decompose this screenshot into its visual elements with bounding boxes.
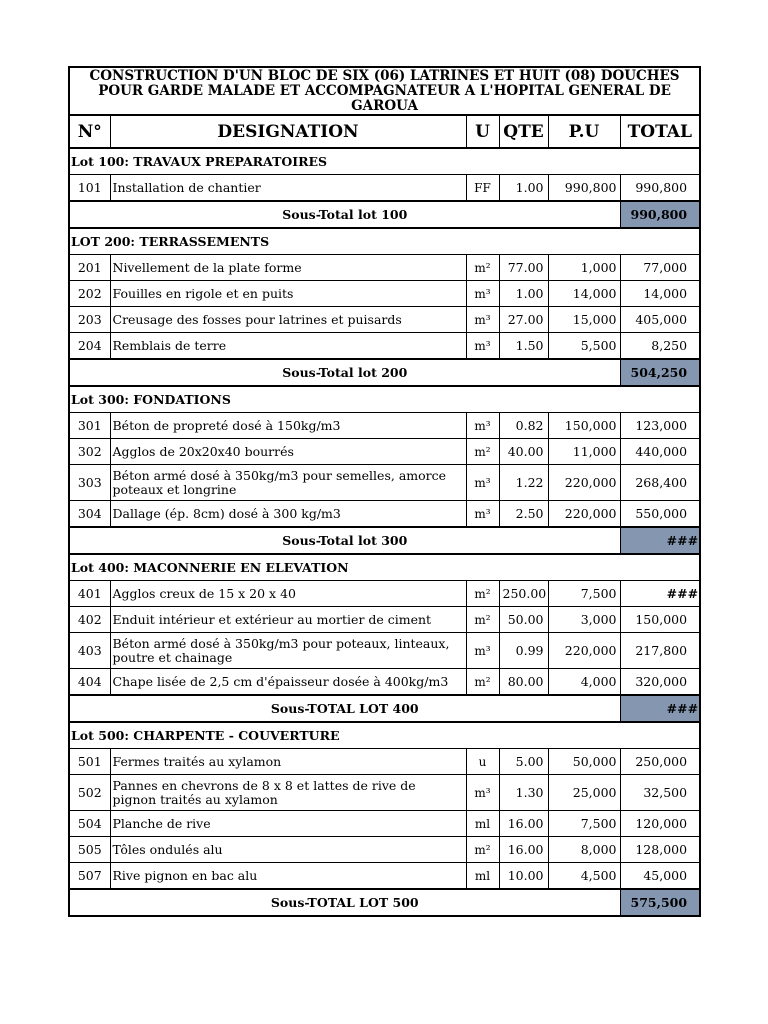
table-row [69,281,700,307]
item-number: 403 [69,633,110,669]
item-unit-price: 7,500 [548,811,620,837]
item-number: 303 [69,465,110,501]
item-unit-price: 3,000 [548,607,620,633]
item-unit-price: 150,000 [548,413,620,439]
item-designation: Nivellement de la plate forme [110,255,466,281]
subtotal-label: Sous-TOTAL LOT 400 [69,695,620,722]
item-unit: ml [466,811,499,837]
title-row [69,67,700,115]
item-designation: Fermes traités au xylamon [110,749,466,775]
item-quantity: 2.50 [499,501,548,528]
item-quantity: 1.00 [499,281,548,307]
item-quantity: 10.00 [499,863,548,890]
item-designation: Béton armé dosé à 350kg/m3 pour poteaux, linteaux, poutre et chainage [110,633,466,669]
lot-header-row [69,722,700,749]
table-row [69,633,700,669]
item-number: 504 [69,811,110,837]
item-designation: Rive pignon en bac alu [110,863,466,890]
item-designation: Béton armé dosé à 350kg/m3 pour semelles, amorce poteaux et longrine [110,465,466,501]
item-quantity: 250.00 [499,581,548,607]
lot-header-row [69,148,700,175]
item-number: 301 [69,413,110,439]
lot-title: Lot 300: FONDATIONS [69,386,700,413]
item-total: 45,000 [620,863,700,890]
item-unit-price: 50,000 [548,749,620,775]
header-unit: U [466,115,499,148]
subtotal-value: 504,250 [620,359,700,386]
item-unit-price: 220,000 [548,501,620,528]
item-number: 501 [69,749,110,775]
item-designation: Chape lisée de 2,5 cm d'épaisseur dosée à 400kg/m3 [110,669,466,696]
item-total: 440,000 [620,439,700,465]
item-designation: Installation de chantier [110,175,466,202]
item-unit: m² [466,581,499,607]
item-quantity: 77.00 [499,255,548,281]
item-number: 302 [69,439,110,465]
item-unit: m² [466,255,499,281]
table-row [69,439,700,465]
item-number: 101 [69,175,110,202]
item-unit: m² [466,837,499,863]
item-total: 150,000 [620,607,700,633]
item-number: 201 [69,255,110,281]
item-unit: m³ [466,307,499,333]
table-row [69,669,700,696]
item-designation: Enduit intérieur et extérieur au mortier de ciment [110,607,466,633]
bill-of-quantities-table [68,66,701,917]
item-quantity: 1.00 [499,175,548,202]
table-row [69,749,700,775]
item-number: 502 [69,775,110,811]
subtotal-row [69,695,700,722]
header-designation: DESIGNATION [110,115,466,148]
header-num: N° [69,115,110,148]
item-unit-price: 990,800 [548,175,620,202]
item-unit: m³ [466,281,499,307]
item-unit: m³ [466,465,499,501]
item-unit: m³ [466,775,499,811]
item-number: 401 [69,581,110,607]
subtotal-label: Sous-TOTAL LOT 500 [69,889,620,916]
lot-title: Lot 500: CHARPENTE - COUVERTURE [69,722,700,749]
item-total: 550,000 [620,501,700,528]
header-pu: P.U [548,115,620,148]
table-row [69,607,700,633]
item-total: 8,250 [620,333,700,360]
document-title: CONSTRUCTION D'UN BLOC DE SIX (06) LATRINES ET HUIT (08) DOUCHES POUR GARDE MALADE ET ACCOMPAGNATEUR A L'HOPITAL GENERAL DE GAROUA [69,67,700,115]
item-quantity: 0.82 [499,413,548,439]
subtotal-value: 575,500 [620,889,700,916]
item-designation: Planche de rive [110,811,466,837]
item-unit-price: 1,000 [548,255,620,281]
item-quantity: 50.00 [499,607,548,633]
item-unit: m² [466,439,499,465]
item-total: 990,800 [620,175,700,202]
item-unit: ml [466,863,499,890]
table-row [69,501,700,528]
item-total: 128,000 [620,837,700,863]
item-unit-price: 4,500 [548,863,620,890]
item-total: 120,000 [620,811,700,837]
item-designation: Tôles ondulés alu [110,837,466,863]
table-row [69,863,700,890]
item-quantity: 40.00 [499,439,548,465]
table-row [69,307,700,333]
header-row [69,115,700,148]
item-unit-price: 7,500 [548,581,620,607]
item-total: ### [620,581,700,607]
table-row [69,255,700,281]
header-total: TOTAL [620,115,700,148]
item-number: 203 [69,307,110,333]
item-quantity: 1.50 [499,333,548,360]
item-unit: m² [466,669,499,696]
item-total: 32,500 [620,775,700,811]
subtotal-row [69,527,700,554]
item-unit-price: 11,000 [548,439,620,465]
item-unit-price: 220,000 [548,633,620,669]
table-row [69,775,700,811]
item-unit-price: 8,000 [548,837,620,863]
item-unit: m³ [466,633,499,669]
subtotal-value: ### [620,527,700,554]
item-quantity: 16.00 [499,811,548,837]
item-total: 217,800 [620,633,700,669]
item-unit: u [466,749,499,775]
subtotal-label: Sous-Total lot 300 [69,527,620,554]
item-designation: Remblais de terre [110,333,466,360]
item-designation: Fouilles en rigole et en puits [110,281,466,307]
lot-title: Lot 100: TRAVAUX PREPARATOIRES [69,148,700,175]
item-unit-price: 5,500 [548,333,620,360]
item-quantity: 1.22 [499,465,548,501]
item-quantity: 80.00 [499,669,548,696]
item-unit: FF [466,175,499,202]
subtotal-label: Sous-Total lot 200 [69,359,620,386]
item-number: 204 [69,333,110,360]
lot-header-row [69,228,700,255]
item-quantity: 5.00 [499,749,548,775]
item-designation: Creusage des fosses pour latrines et puisards [110,307,466,333]
lot-title: LOT 200: TERRASSEMENTS [69,228,700,255]
item-total: 250,000 [620,749,700,775]
item-unit-price: 4,000 [548,669,620,696]
item-number: 507 [69,863,110,890]
table-row [69,413,700,439]
item-number: 404 [69,669,110,696]
table-row [69,465,700,501]
header-qte: QTE [499,115,548,148]
item-unit-price: 14,000 [548,281,620,307]
item-number: 304 [69,501,110,528]
subtotal-value: ### [620,695,700,722]
item-total: 320,000 [620,669,700,696]
item-total: 77,000 [620,255,700,281]
item-total: 14,000 [620,281,700,307]
item-number: 402 [69,607,110,633]
item-quantity: 1.30 [499,775,548,811]
item-unit-price: 15,000 [548,307,620,333]
item-quantity: 27.00 [499,307,548,333]
item-designation: Pannes en chevrons de 8 x 8 et lattes de rive de pignon traités au xylamon [110,775,466,811]
item-unit-price: 220,000 [548,465,620,501]
item-designation: Agglos creux de 15 x 20 x 40 [110,581,466,607]
subtotal-row [69,359,700,386]
item-designation: Béton de propreté dosé à 150kg/m3 [110,413,466,439]
subtotal-value: 990,800 [620,201,700,228]
item-designation: Dallage (ép. 8cm) dosé à 300 kg/m3 [110,501,466,528]
item-total: 123,000 [620,413,700,439]
table-row [69,837,700,863]
subtotal-row [69,201,700,228]
item-quantity: 0.99 [499,633,548,669]
item-quantity: 16.00 [499,837,548,863]
item-unit: m³ [466,333,499,360]
subtotal-label: Sous-Total lot 100 [69,201,620,228]
lot-header-row [69,386,700,413]
item-total: 268,400 [620,465,700,501]
item-unit: m² [466,607,499,633]
item-unit-price: 25,000 [548,775,620,811]
item-total: 405,000 [620,307,700,333]
lot-header-row [69,554,700,581]
lot-title: Lot 400: MACONNERIE EN ELEVATION [69,554,700,581]
table-row [69,333,700,360]
item-number: 202 [69,281,110,307]
table-row [69,581,700,607]
subtotal-row [69,889,700,916]
item-number: 505 [69,837,110,863]
table-row [69,811,700,837]
item-unit: m³ [466,501,499,528]
item-designation: Agglos de 20x20x40 bourrés [110,439,466,465]
table-row [69,175,700,202]
item-unit: m³ [466,413,499,439]
